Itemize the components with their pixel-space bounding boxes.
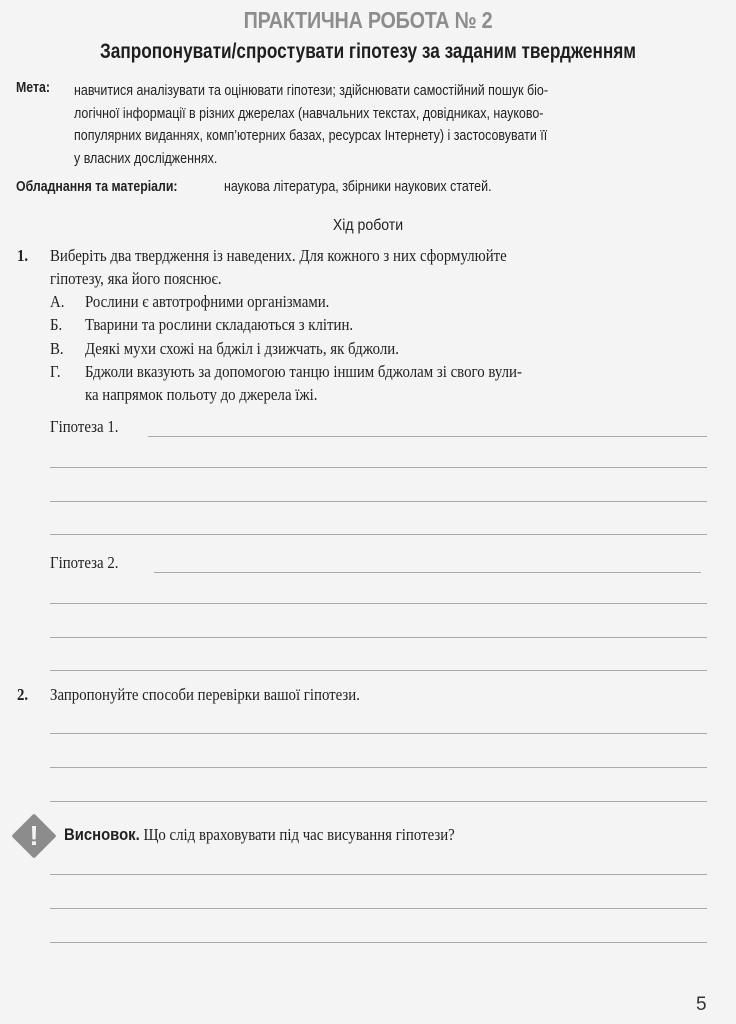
option-letter: А. xyxy=(50,292,65,311)
option-letter: Г. xyxy=(50,362,61,381)
task2-number: 2. xyxy=(17,685,29,704)
goal-text xyxy=(74,80,714,170)
page-subtitle: Запропонувати/спростувати гіпотезу за заданим твердженням xyxy=(99,40,637,63)
option-letter: Б. xyxy=(50,315,63,334)
goal-line: у власних дослідженнях. xyxy=(74,150,218,167)
hypothesis1-answer-line[interactable] xyxy=(50,534,707,535)
option-letter: В. xyxy=(50,339,64,358)
conclusion-question: Що слід враховувати під час висування гіпотези? xyxy=(139,825,455,844)
hypothesis2-answer-line[interactable] xyxy=(154,572,701,573)
page-number: 5 xyxy=(696,994,707,1015)
hypothesis2-answer-line[interactable] xyxy=(50,670,707,671)
hypothesis2-label: Гіпотеза 2. xyxy=(50,553,119,572)
option-text: ка напрямок польоту до джерела їжі. xyxy=(85,385,318,404)
page-title: ПРАКТИЧНА РОБОТА № 2 xyxy=(243,7,493,33)
hypothesis1-answer-line[interactable] xyxy=(50,467,707,468)
task1-line: гіпотезу, яка його пояснює. xyxy=(50,269,222,288)
hypothesis1-answer-line[interactable] xyxy=(50,501,707,502)
conclusion-answer-line[interactable] xyxy=(50,942,707,943)
goal-line: логічної інформації в різних джерелах (навчальних текстах, довідниках, науково- xyxy=(74,105,544,122)
goal-line: популярних виданнях, комп’ютерних базах, ресурсах Інтернету) і застосовувати її xyxy=(74,128,548,144)
task1-line: Виберіть два твердження із наведених. Для кожного з них сформулюйте xyxy=(50,246,507,265)
task1-number: 1. xyxy=(17,246,29,265)
equipment-text: наукова література, збірники наукових статей. xyxy=(224,179,492,195)
goal-line: навчитися аналізувати та оцінювати гіпотези; здійснювати самостійний пошук біо- xyxy=(74,83,549,99)
task2-answer-line[interactable] xyxy=(50,767,707,768)
conclusion-label: Висновок. xyxy=(64,826,140,844)
option-text: Деякі мухи схожі на бджіл і дзижчать, як бджоли. xyxy=(85,339,399,358)
procedure-title: Хід роботи xyxy=(332,217,404,234)
option-text: Бджоли вказують за допомогою танцю іншим бджолам зі свого вули- xyxy=(85,362,522,381)
conclusion-answer-line[interactable] xyxy=(50,874,707,875)
goal-label: Мета: xyxy=(16,80,50,96)
exclamation-mark-icon: ! xyxy=(29,820,39,851)
hypothesis2-answer-line[interactable] xyxy=(50,637,707,638)
hypothesis1-label: Гіпотеза 1. xyxy=(50,417,119,436)
option-text: Рослини є автотрофними організмами. xyxy=(85,292,330,311)
task2-text: Запропонуйте способи перевірки вашої гіпотези. xyxy=(50,685,360,704)
task2-answer-line[interactable] xyxy=(50,801,707,802)
option-text: Тварини та рослини складаються з клітин. xyxy=(85,315,354,334)
task2-answer-line[interactable] xyxy=(50,733,707,734)
conclusion-answer-line[interactable] xyxy=(50,908,707,909)
equipment-label: Обладнання та матеріали: xyxy=(16,179,178,195)
hypothesis1-answer-line[interactable] xyxy=(148,436,707,437)
hypothesis2-answer-line[interactable] xyxy=(50,603,707,604)
conclusion-prompt xyxy=(64,825,455,845)
